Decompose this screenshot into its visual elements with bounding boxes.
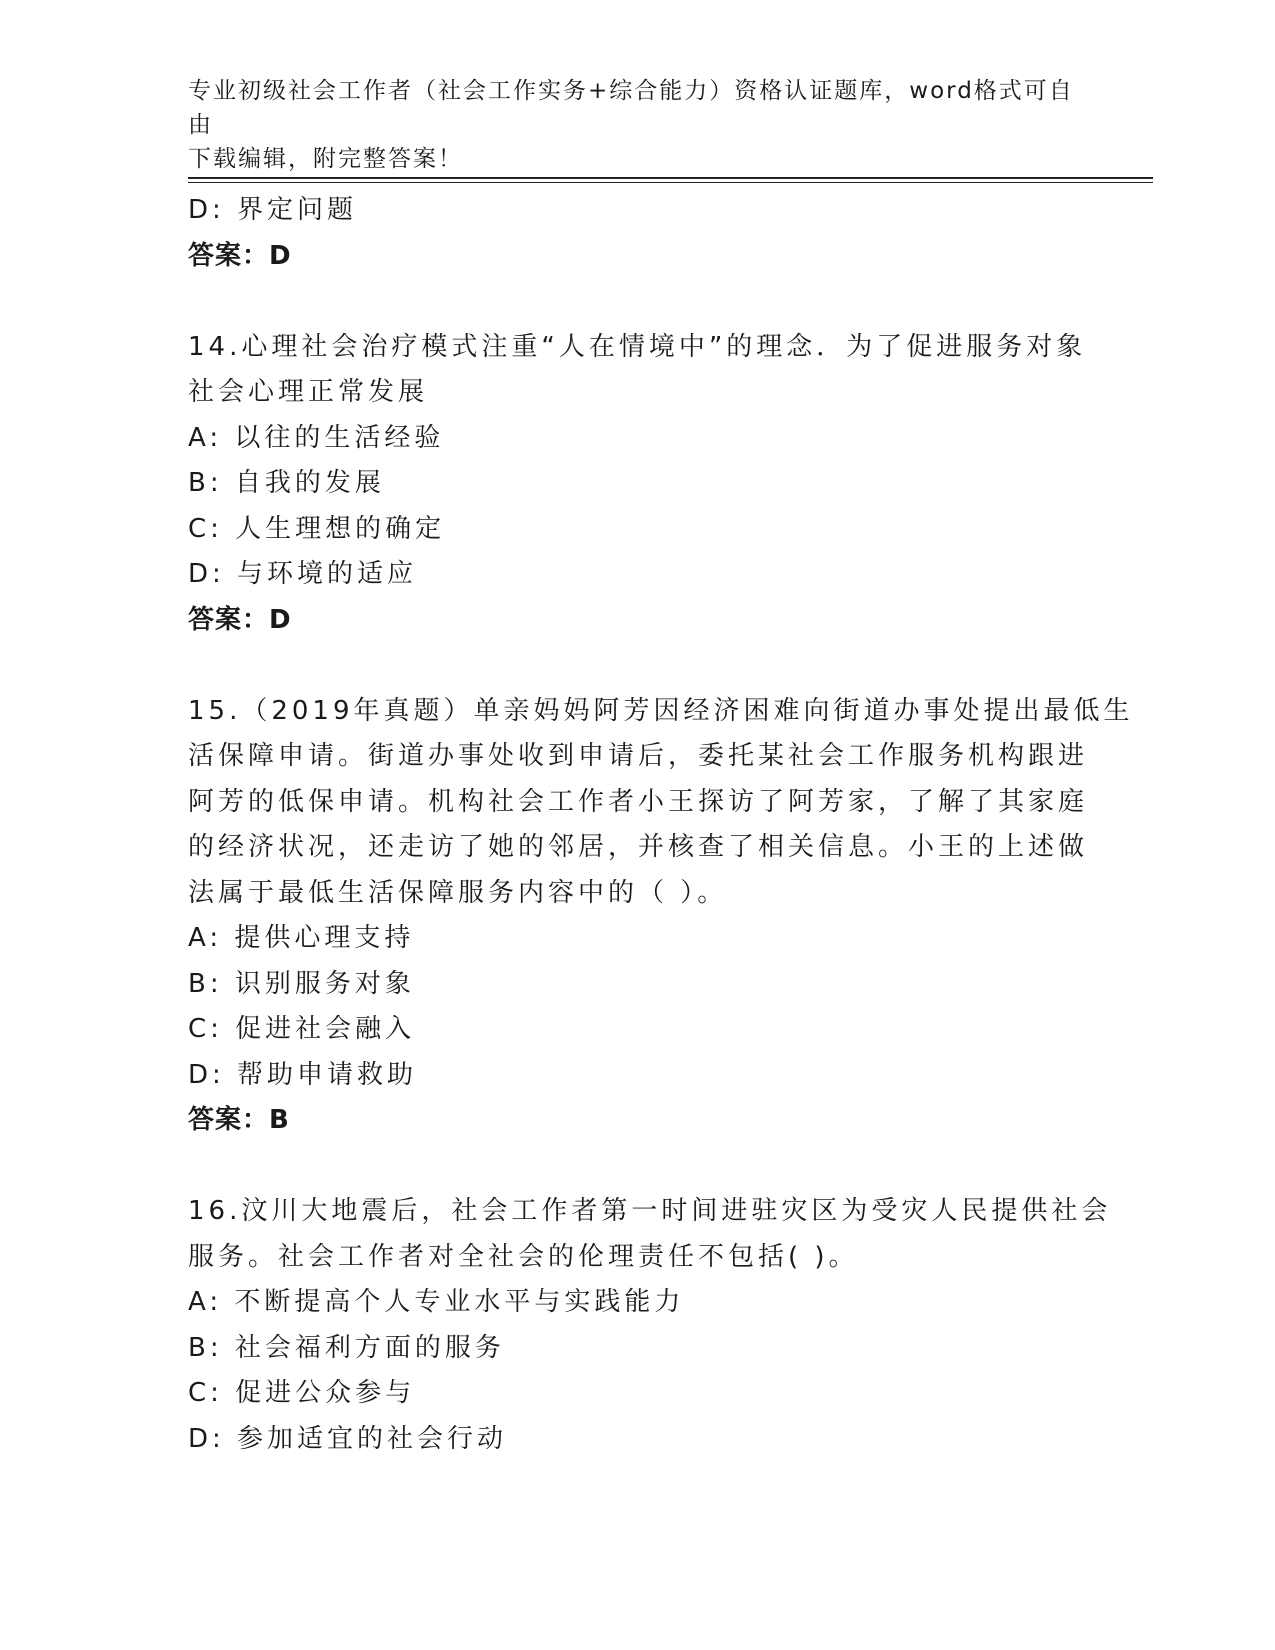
q15-stem-line-1: 15.（2019年真题）单亲妈妈阿芳因经济困难向街道办事处提出最低生 — [188, 695, 1134, 726]
question-13-tail — [188, 188, 1088, 279]
q16-stem-line-2: 服务。社会工作者对全社会的伦理责任不包括( )。 — [188, 1241, 859, 1272]
q14-option-c: C: 人生理想的确定 — [188, 513, 446, 544]
q15-stem-line-3: 阿芳的低保申请。机构社会工作者小王探访了阿芳家，了解了其家庭 — [188, 786, 1089, 817]
q14-option-a: A: 以往的生活经验 — [188, 422, 445, 453]
q15-stem-line-5: 法属于最低生活保障服务内容中的（ ）。 — [188, 877, 728, 908]
q15-answer: 答案：B — [188, 1105, 290, 1135]
q15-option-a: A: 提供心理支持 — [188, 923, 415, 953]
q16-option-d: D: 参加适宜的社会行动 — [188, 1423, 508, 1454]
q16-option-c: C: 促进公众参与 — [188, 1378, 416, 1408]
q13-answer: 答案：D — [188, 240, 292, 271]
question-16 — [188, 1189, 1112, 1462]
header-divider-thin — [188, 182, 1153, 183]
q15-option-d: D: 帮助申请救助 — [188, 1059, 418, 1090]
q14-stem-line-1: 14.心理社会治疗模式注重“人在情境中”的理念．为了促进服务对象 — [188, 331, 1087, 362]
q15-stem-line-2: 活保障申请。街道办事处收到申请后，委托某社会工作服务机构跟进 — [188, 741, 1089, 771]
header-line-1: 专业初级社会工作者（社会工作实务+综合能力）资格认证题库，word格式可自由 — [188, 78, 1074, 138]
spacer — [188, 1144, 1088, 1190]
q16-stem-line-1: 16.汶川大地震后，社会工作者第一时间进驻灾区为受灾人民提供社会 — [188, 1196, 1112, 1226]
q15-option-b: B: 识别服务对象 — [188, 968, 415, 999]
spacer — [188, 643, 1088, 689]
q16-option-a: A: 不断提高个人专业水平与实践能力 — [188, 1287, 685, 1317]
header-line-2: 下载编辑，附完整答案！ — [188, 146, 463, 172]
q13-option-d: D: 界定问题 — [188, 195, 358, 225]
q14-stem-line-2: 社会心理正常发展 — [188, 377, 429, 407]
q15-option-c: C: 促进社会融入 — [188, 1014, 416, 1044]
q16-option-b: B: 社会福利方面的服务 — [188, 1332, 505, 1363]
question-content — [188, 188, 1134, 1462]
header-divider-thick — [188, 177, 1153, 179]
q14-option-d: D: 与环境的适应 — [188, 559, 418, 589]
question-15 — [188, 689, 1134, 1144]
q14-option-b: B: 自我的发展 — [188, 468, 385, 498]
document-header — [188, 74, 1088, 176]
question-14 — [188, 325, 1088, 644]
q15-stem-line-4: 的经济状况，还走访了她的邻居，并核查了相关信息。小王的上述做 — [188, 832, 1089, 862]
q14-answer: 答案：D — [188, 604, 292, 635]
spacer — [188, 279, 1088, 325]
